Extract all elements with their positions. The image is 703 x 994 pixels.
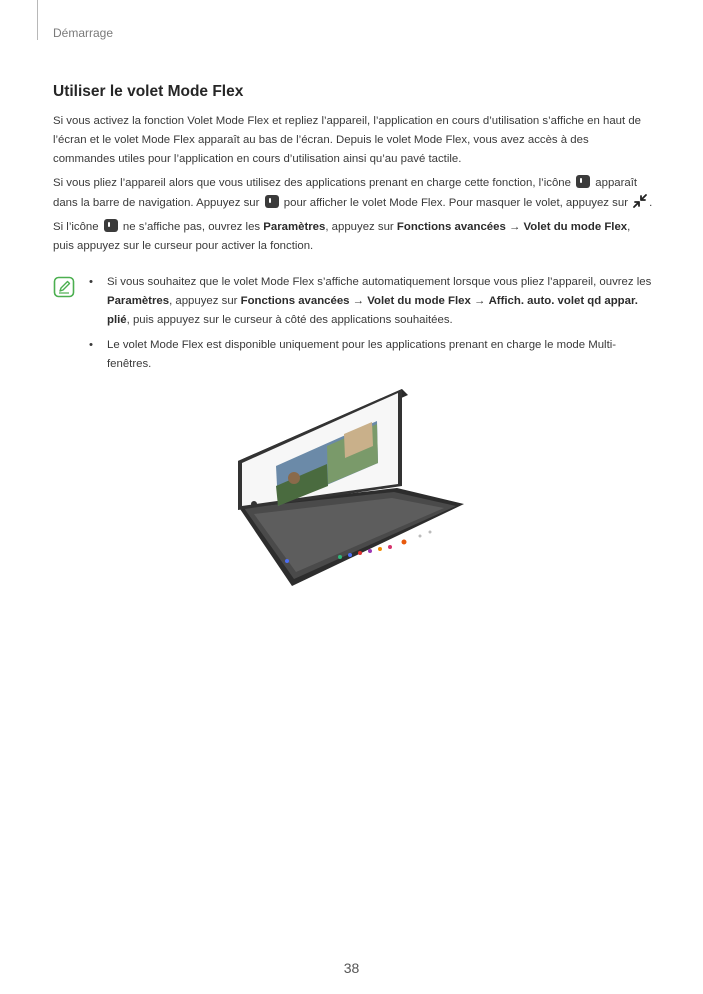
list-item — [89, 273, 659, 330]
flex-panel-term: Volet du mode Flex — [367, 295, 471, 307]
page-number: 38 — [343, 960, 360, 976]
auto-display-term: Affich. auto. volet qd appar. plié — [107, 295, 638, 326]
settings-term: Paramètres — [263, 221, 326, 233]
section-label: Démarrage — [53, 26, 114, 40]
arrow-separator: → — [505, 221, 524, 233]
paragraph-icon-usage — [53, 174, 653, 213]
text-span: Si vous pliez l’appareil alors que vous utilisez des applications prenant en charge cette fonction, l’icône — [53, 177, 575, 189]
flex-panel-term: Volet du mode Flex — [523, 221, 628, 233]
text-span: , puis appuyez sur le curseur pour activer la fonction. — [53, 221, 631, 252]
text-span: apparaît dans la barre de navigation. Appuyez sur — [53, 177, 638, 209]
text-span: ne s’affiche pas, ouvrez les — [119, 221, 264, 233]
arrow-separator: → — [349, 295, 368, 307]
advanced-features-term: Fonctions avancées — [396, 221, 506, 233]
text-span: Si vous souhaitez que le volet Mode Flex s’affiche automatiquement lorsque vous pliez l’appareil, ouvrez les — [107, 276, 652, 288]
note-pencil-icon — [53, 276, 75, 298]
text-span: , appuyez sur — [169, 295, 241, 307]
text-span: pour afficher le volet Mode Flex. Pour masquer le volet, appuyez sur — [280, 197, 632, 209]
list-item: • Le volet Mode Flex est disponible uniquement pour les applications prenant en charge le mode Multi-fenêtres. — [89, 336, 659, 374]
flex-mode-panel-icon — [104, 219, 118, 232]
folded-device-illustration — [232, 386, 472, 596]
page-title: Utiliser le volet Mode Flex — [53, 83, 244, 100]
settings-term: Paramètres — [107, 295, 170, 307]
paragraph-settings — [53, 218, 653, 256]
text-span: Si l’icône — [53, 221, 102, 233]
text-span: . — [649, 197, 653, 209]
main-content — [53, 112, 653, 261]
header-divider — [37, 0, 38, 40]
arrow-separator: → — [470, 295, 489, 307]
paragraph-intro: Si vous activez la fonction Volet Mode Flex et repliez l’appareil, l’application en cours d’utilisation s’affiche en haut de l’écran et le volet Mode Flex apparaît au bas de l’écran. Depuis le volet Mode Flex, vous avez accès à des commandes utiles pour l’application en cours d’utilisation ainsi qu’au pavé tactile. — [53, 115, 642, 165]
advanced-features-term: Fonctions avancées — [240, 295, 350, 307]
text-span: , puis appuyez sur le curseur à côté des applications souhaitées. — [126, 314, 453, 326]
note-list — [89, 273, 659, 380]
flex-mode-panel-icon — [576, 175, 590, 188]
collapse-arrows-icon — [632, 193, 648, 209]
flex-mode-panel-icon — [265, 195, 279, 208]
text-span: , appuyez sur — [325, 221, 397, 233]
